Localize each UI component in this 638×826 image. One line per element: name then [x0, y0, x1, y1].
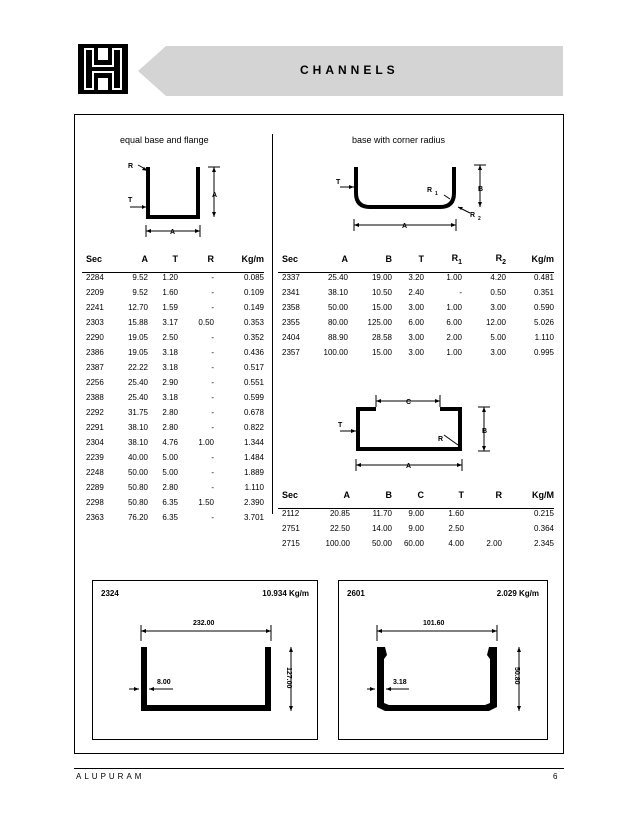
- diagram-t-label: T: [128, 197, 133, 204]
- table-cell: 4.20: [490, 273, 506, 282]
- table-cell: 2291: [86, 423, 104, 432]
- table-cell: 12.00: [485, 318, 506, 327]
- table-cell: 0.551: [243, 378, 264, 387]
- table-cell: 10.50: [371, 288, 392, 297]
- lipped-channel-diagram: [330, 385, 500, 473]
- table-cell: 0.353: [243, 318, 264, 327]
- table-cell: 1.59: [162, 303, 178, 312]
- table-cell: 2715: [282, 539, 300, 548]
- table-cell: -: [211, 348, 214, 357]
- table-cell: 50.00: [371, 539, 392, 548]
- table-cell: 3.00: [408, 348, 424, 357]
- dim-thickness: 3.18: [393, 679, 407, 686]
- col-r2: $R_2$: [495, 252, 506, 266]
- footer-rule: [74, 768, 564, 769]
- radius-channel-diagram: [330, 155, 500, 235]
- table-cell: 2387: [86, 363, 104, 372]
- table-row: [282, 285, 554, 300]
- table-cell: 2292: [86, 408, 104, 417]
- table-header-row: [86, 248, 264, 270]
- table-cell: 3.00: [490, 303, 506, 312]
- table-cell: 4.76: [162, 438, 178, 447]
- table-cell: 1.00: [446, 303, 462, 312]
- dim-height: 127.00: [285, 667, 292, 689]
- table-cell: 1.00: [198, 438, 214, 447]
- table-cell: 0.215: [533, 509, 554, 518]
- table-cell: 2298: [86, 498, 104, 507]
- box-weight: 10.934 Kg/m: [262, 589, 309, 598]
- table-cell: 0.678: [243, 408, 264, 417]
- table-cell: 2289: [86, 483, 104, 492]
- page-title: CHANNELS: [300, 63, 399, 77]
- table-cell: 50.80: [127, 483, 148, 492]
- table-cell: 5.00: [162, 453, 178, 462]
- equal-channel-diagram: [110, 155, 240, 240]
- col-kgm: Kg/M: [532, 490, 554, 500]
- table-cell: 2209: [86, 288, 104, 297]
- diagram-b-label: B: [482, 428, 488, 435]
- table-cell: 12.70: [127, 303, 148, 312]
- right1-caption: base with corner radius: [352, 135, 446, 145]
- table-cell: 2357: [282, 348, 300, 357]
- page-number: 6: [553, 772, 561, 781]
- table-cell: 2248: [86, 468, 104, 477]
- box-weight: 2.029 Kg/m: [496, 589, 539, 598]
- table-cell: 80.00: [327, 318, 348, 327]
- col-b: B: [385, 490, 392, 500]
- diagram-c-label: C: [406, 399, 412, 406]
- diagram-r2-label: R: [470, 212, 476, 219]
- table-cell: 2386: [86, 348, 104, 357]
- table-cell: -: [211, 513, 214, 522]
- col-sec: Sec: [282, 254, 299, 264]
- col-t: T: [172, 254, 178, 264]
- table-cell: 2337: [282, 273, 300, 282]
- diagram-a-label: A: [406, 463, 412, 470]
- profile-2324-drawing: [123, 611, 303, 731]
- table-row: [86, 450, 264, 465]
- dim-thickness: 8.00: [157, 679, 171, 686]
- table-cell: 25.40: [327, 273, 348, 282]
- table-row: [282, 536, 554, 551]
- table-cell: 0.149: [243, 303, 264, 312]
- profile-box-2601: [338, 580, 548, 740]
- table-row: [282, 521, 554, 536]
- diagram-r-label: R: [128, 163, 134, 170]
- col-sec: Sec: [86, 254, 103, 264]
- table-cell: 60.00: [403, 539, 424, 548]
- table-cell: 2290: [86, 333, 104, 342]
- diagram-r-label: R: [438, 436, 444, 443]
- diagram-a-label: A: [402, 223, 408, 230]
- table-cell: 38.10: [327, 288, 348, 297]
- table-cell: 38.10: [127, 423, 148, 432]
- table-cell: 3.18: [162, 363, 178, 372]
- table-cell: 2284: [86, 273, 104, 282]
- col-r1: $R_1$: [451, 252, 462, 266]
- table-cell: 1.889: [243, 468, 264, 477]
- col-a: A: [141, 254, 148, 264]
- table-cell: 2.390: [243, 498, 264, 507]
- profile-2601-drawing: [359, 611, 539, 731]
- table-row: [86, 315, 264, 330]
- table-row: [86, 465, 264, 480]
- table-cell: 1.00: [446, 273, 462, 282]
- table-cell: 6.35: [162, 498, 178, 507]
- table-cell: 19.05: [127, 333, 148, 342]
- table-cell: 2.40: [408, 288, 424, 297]
- table-cell: 3.20: [408, 273, 424, 282]
- table-cell: 2363: [86, 513, 104, 522]
- table-row: [86, 345, 264, 360]
- table-cell: -: [459, 288, 462, 297]
- table-cell: -: [211, 408, 214, 417]
- dim-width: 232.00: [193, 620, 215, 627]
- column-divider: [272, 134, 273, 514]
- table-cell: 2239: [86, 453, 104, 462]
- table-cell: -: [211, 423, 214, 432]
- table-cell: 2.50: [448, 524, 464, 533]
- table-cell: 3.18: [162, 393, 178, 402]
- table-cell: 1.00: [446, 348, 462, 357]
- table-cell: 100.00: [325, 539, 350, 548]
- table-cell: 3.00: [490, 348, 506, 357]
- table-cell: 14.00: [371, 524, 392, 533]
- table-cell: 2304: [86, 438, 104, 447]
- table-cell: 3.17: [162, 318, 178, 327]
- table-cell: 0.109: [243, 288, 264, 297]
- table-cell: 88.90: [327, 333, 348, 342]
- table-row: [86, 360, 264, 375]
- table-header-row: [282, 484, 554, 506]
- table-cell: 2.00: [486, 539, 502, 548]
- table-row: [86, 435, 264, 450]
- diagram-t-label: T: [338, 422, 343, 429]
- table-cell: 5.00: [490, 333, 506, 342]
- table-cell: 6.00: [408, 318, 424, 327]
- table-cell: 50.00: [127, 468, 148, 477]
- table-cell: 2.90: [162, 378, 178, 387]
- col-a: A: [341, 254, 348, 264]
- diagram-a-side-label: A: [212, 192, 218, 199]
- table-cell: 28.58: [371, 333, 392, 342]
- left-caption: equal base and flange: [120, 135, 209, 145]
- table-cell: 19.00: [371, 273, 392, 282]
- table-cell: 2.80: [162, 483, 178, 492]
- box-sec: 2601: [347, 589, 365, 598]
- right1-table-rule: [278, 272, 554, 273]
- table-row: [282, 315, 554, 330]
- table-cell: -: [211, 303, 214, 312]
- col-r: R: [495, 490, 502, 500]
- dim-width: 101.60: [423, 620, 445, 627]
- table-cell: 3.18: [162, 348, 178, 357]
- table-cell: 1.110: [244, 483, 264, 492]
- table-cell: 5.00: [162, 468, 178, 477]
- table-cell: 6.35: [162, 513, 178, 522]
- company-logo: [78, 44, 128, 94]
- col-kgm: Kg/m: [531, 254, 554, 264]
- table-cell: 3.00: [408, 333, 424, 342]
- table-cell: -: [211, 393, 214, 402]
- left-table-rule: [82, 272, 264, 273]
- table-row: [86, 390, 264, 405]
- table-cell: 1.50: [198, 498, 214, 507]
- table-cell: 25.40: [127, 393, 148, 402]
- table-cell: 2.50: [162, 333, 178, 342]
- table-cell: 19.05: [127, 348, 148, 357]
- table-cell: 25.40: [127, 378, 148, 387]
- table-cell: 40.00: [127, 453, 148, 462]
- table-cell: 38.10: [127, 438, 148, 447]
- table-row: [282, 300, 554, 315]
- table-cell: 1.484: [243, 453, 264, 462]
- table-cell: 2358: [282, 303, 300, 312]
- table-cell: 100.00: [323, 348, 348, 357]
- table-row: [86, 510, 264, 525]
- table-cell: 5.026: [533, 318, 554, 327]
- table-cell: 2355: [282, 318, 300, 327]
- table-cell: -: [211, 333, 214, 342]
- table-header-row: [282, 248, 554, 270]
- table-cell: 50.80: [127, 498, 148, 507]
- table-cell: -: [211, 468, 214, 477]
- table-cell: 0.352: [243, 333, 264, 342]
- table-row: [86, 420, 264, 435]
- table-cell: 2256: [86, 378, 104, 387]
- table-cell: 11.70: [372, 509, 392, 518]
- table-cell: 2.345: [533, 539, 554, 548]
- table-cell: 1.344: [243, 438, 264, 447]
- table-row: [282, 345, 554, 360]
- table-cell: [464, 521, 502, 536]
- table-cell: 31.75: [127, 408, 148, 417]
- table-cell: -: [211, 378, 214, 387]
- table-cell: 2341: [282, 288, 300, 297]
- table-cell: 0.50: [198, 318, 214, 327]
- table-cell: 22.50: [329, 524, 350, 533]
- col-a: A: [343, 490, 350, 500]
- table-cell: 1.60: [162, 288, 178, 297]
- col-sec: Sec: [282, 490, 299, 500]
- table-row: [86, 495, 264, 510]
- table-row: [86, 300, 264, 315]
- table-cell: 0.822: [243, 423, 264, 432]
- table-cell: 1.20: [162, 273, 178, 282]
- table-cell: 22.22: [127, 363, 148, 372]
- right2-table-rule: [278, 508, 554, 509]
- table-cell: 15.88: [127, 318, 148, 327]
- box-sec: 2324: [101, 589, 119, 598]
- table-row: [86, 405, 264, 420]
- table-cell: 0.517: [243, 363, 264, 372]
- table-cell: 20.85: [329, 509, 350, 518]
- table-cell: 2751: [282, 524, 300, 533]
- table-cell: 2404: [282, 333, 300, 342]
- col-b: B: [385, 254, 392, 264]
- diagram-r1-label: R: [427, 187, 433, 194]
- table-cell: 2.80: [162, 423, 178, 432]
- table-cell: 125.00: [367, 318, 392, 327]
- table-cell: 3.00: [408, 303, 424, 312]
- lipped-channel-table: [282, 484, 554, 551]
- diagram-t-label: T: [336, 179, 341, 186]
- table-cell: 0.351: [533, 288, 554, 297]
- table-cell: 0.436: [243, 348, 264, 357]
- table-cell: 9.52: [132, 273, 148, 282]
- table-cell: 2241: [86, 303, 104, 312]
- table-cell: -: [211, 363, 214, 372]
- table-cell: 9.52: [132, 288, 148, 297]
- table-cell: 4.00: [448, 539, 464, 548]
- table-cell: 0.481: [533, 273, 554, 282]
- table-cell: 0.599: [243, 393, 264, 402]
- col-t: T: [458, 490, 464, 500]
- table-row: [86, 480, 264, 495]
- table-cell: 1.60: [448, 509, 464, 518]
- table-cell: 2.00: [446, 333, 462, 342]
- radius-channel-table: [282, 248, 554, 360]
- table-row: [86, 285, 264, 300]
- table-row: [86, 375, 264, 390]
- dim-height: 50.80: [513, 667, 520, 685]
- table-cell: -: [211, 273, 214, 282]
- col-kgm: Kg/m: [241, 254, 264, 264]
- table-cell: 76.20: [127, 513, 148, 522]
- table-row: [282, 330, 554, 345]
- table-cell: 0.50: [490, 288, 506, 297]
- profile-box-2324: [92, 580, 318, 740]
- table-cell: -: [211, 288, 214, 297]
- diagram-b-label: B: [478, 186, 484, 193]
- table-cell: 0.995: [533, 348, 554, 357]
- table-cell: 6.00: [446, 318, 462, 327]
- diagram-a-bottom-label: A: [170, 229, 176, 236]
- table-cell: 2303: [86, 318, 104, 327]
- table-row: [86, 330, 264, 345]
- footer-brand: ALUPURAM: [76, 772, 145, 781]
- table-cell: 0.085: [243, 273, 264, 282]
- table-cell: 1.110: [534, 333, 554, 342]
- table-cell: 2112: [282, 509, 300, 518]
- col-t: T: [418, 254, 424, 264]
- equal-channel-table: [86, 248, 264, 525]
- table-cell: -: [211, 483, 214, 492]
- table-cell: 15.00: [371, 348, 392, 357]
- table-cell: 2.80: [162, 408, 178, 417]
- col-c: C: [417, 490, 424, 500]
- table-cell: 0.364: [533, 524, 554, 533]
- diagram-r1-sub: 1: [435, 191, 438, 197]
- table-cell: 50.00: [327, 303, 348, 312]
- table-cell: 0.590: [533, 303, 554, 312]
- table-cell: 9.00: [408, 524, 424, 533]
- table-cell: 3.701: [243, 513, 264, 522]
- table-cell: -: [211, 453, 214, 462]
- col-r: R: [207, 254, 214, 264]
- diagram-r2-sub: 2: [478, 216, 481, 222]
- table-cell: 9.00: [408, 509, 424, 518]
- table-cell: 2388: [86, 393, 104, 402]
- table-cell: 15.00: [371, 303, 392, 312]
